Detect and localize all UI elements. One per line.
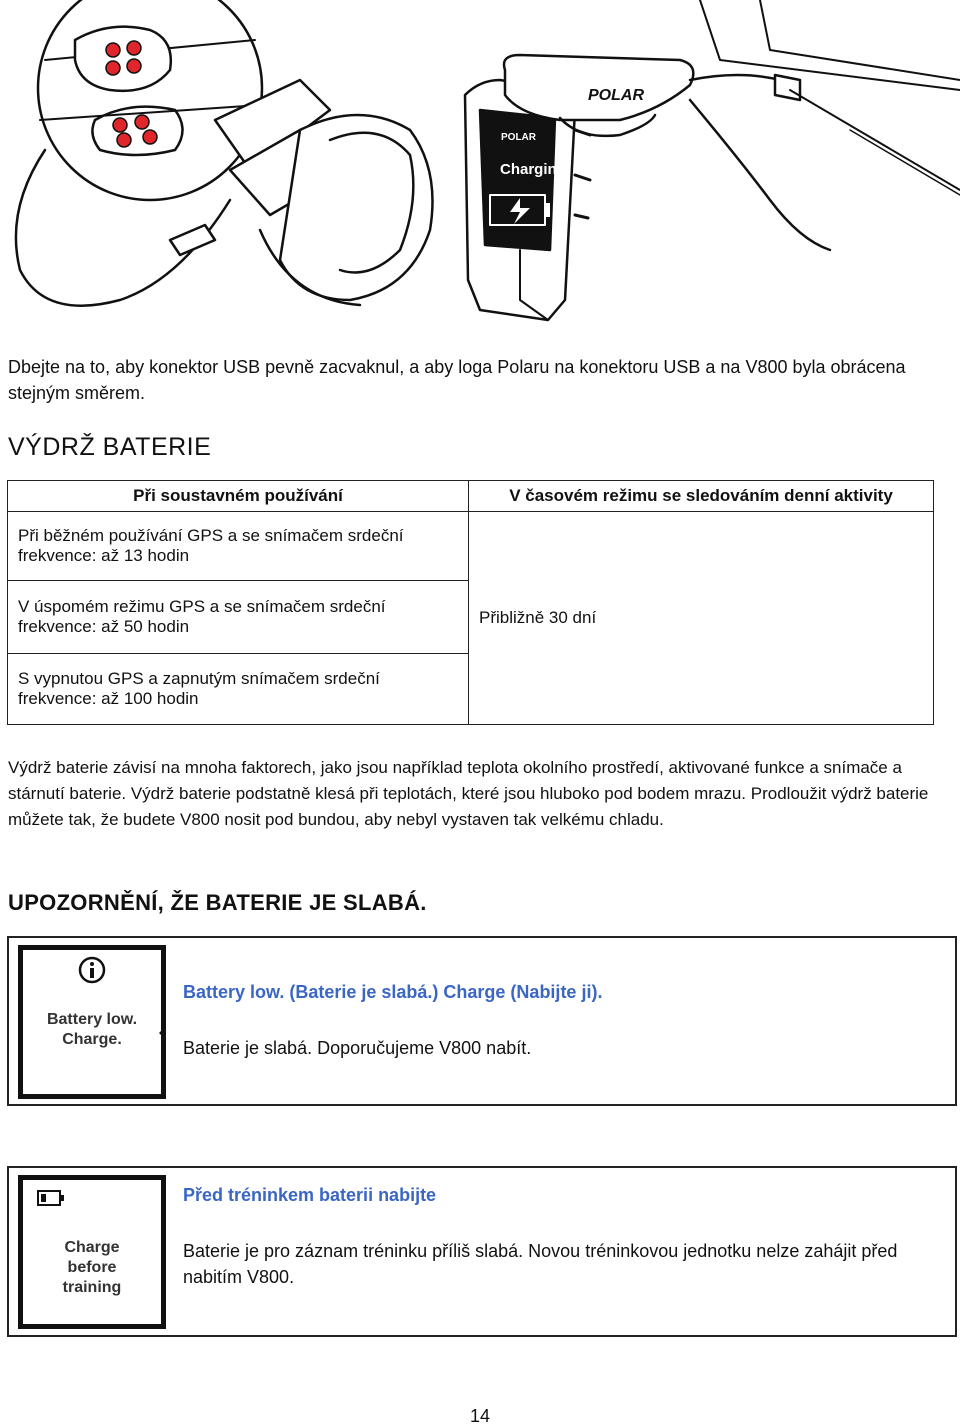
table-row: S vypnutou GPS a zapnutým snímačem srdeční frekvence: až 100 hodin: [8, 654, 469, 725]
watch-screen-text: Charging: [500, 161, 566, 178]
warning-heading: UPOZORNĚNÍ, ŽE BATERIE JE SLABÁ.: [8, 890, 427, 915]
col2-value: Přibližně 30 dní: [469, 512, 934, 725]
battery-low-screen-text: Battery low. Charge.: [46, 1011, 138, 1048]
brand-label: POLAR: [588, 87, 644, 104]
watch-brand: POLAR: [501, 132, 536, 143]
col2-header: V časovém režimu se sledováním denní aktivity: [469, 481, 934, 512]
table-row: V úspomém režimu GPS a se snímačem srdeční frekvence: až 50 hodin: [8, 581, 469, 654]
charging-illustration: [0, 0, 960, 330]
charge-title: Před tréninkem baterii nabijte: [183, 1185, 437, 1205]
info-icon: [78, 956, 106, 984]
charge-screen-text: Charge before training: [62, 1239, 122, 1296]
page-number: 14: [469, 1406, 491, 1426]
battery-table: [7, 480, 934, 725]
charge-description: Baterie je pro záznam tréninku příliš slabá. Novou tréninkovou jednotku nelze zahájit před nabitím V800.: [183, 1241, 898, 1287]
battery-low-box: [7, 936, 957, 1106]
charge-before-training-box: [7, 1166, 957, 1337]
arrow-icon: [159, 1026, 166, 1040]
charge-screen: [18, 1175, 166, 1329]
battery-paragraph: Výdrž baterie závisí na mnoha faktorech, jako jsou například teplota okolního prostředí, aktivované funkce a snímače a stárnutí baterie. Výdrž baterie podstatně klesá při teplotách, které jsou hluboko pod bodem mrazu. Prodloužit výdrž baterie můžete tak, že budete V800 nosit pod bundou, aby nebyl vystaven tak velkému chladu.: [8, 758, 929, 829]
battery-low-screen: [18, 945, 166, 1099]
col1-header: Při soustavném používání: [8, 481, 469, 512]
intro-text: Dbejte na to, aby konektor USB pevně zacvaknul, a aby loga Polaru na konektoru USB a na V800 byla obrácena stejným směrem.: [8, 357, 906, 403]
battery-low-title: Battery low. (Baterie je slabá.) Charge (Nabijte ji).: [183, 982, 603, 1002]
battery-icon: [37, 1190, 65, 1206]
battery-heading: VÝDRŽ BATERIE: [8, 433, 212, 461]
table-row: Při běžném používání GPS a se snímačem srdeční frekvence: až 13 hodin: [8, 512, 469, 581]
battery-low-description: Baterie je slabá. Doporučujeme V800 nabít.: [183, 1038, 532, 1058]
